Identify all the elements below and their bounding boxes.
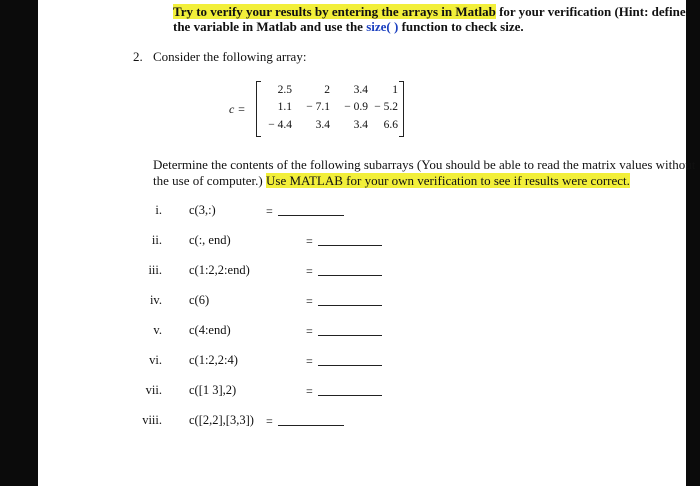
question-text: Consider the following array: bbox=[153, 49, 307, 64]
item-expression: c(6) bbox=[189, 293, 210, 307]
equals-sign: = bbox=[266, 204, 273, 218]
matrix-cell: 2.5 bbox=[277, 84, 292, 96]
equals-sign: = bbox=[306, 384, 313, 398]
hint-text-part1: for your verification (Hint: define the variable in Matlab and use the bbox=[173, 4, 686, 34]
size-function-name: size( ) bbox=[366, 19, 399, 34]
equals-sign: = bbox=[306, 354, 313, 368]
item-number: ii. bbox=[151, 233, 162, 247]
matrix-c bbox=[256, 81, 404, 139]
instructions-text: Determine the contents of the following subarrays (You should be able to read the matrix values without the use of computer.) bbox=[153, 157, 696, 188]
matrix-cell: − 5.2 bbox=[374, 101, 398, 113]
answer-blank bbox=[278, 215, 344, 216]
answer-blank bbox=[318, 335, 382, 336]
matrix-cell: − 0.9 bbox=[344, 101, 368, 113]
matrix-cell: 3.4 bbox=[353, 84, 368, 96]
item-number: iii. bbox=[148, 263, 162, 277]
matrix-right-bracket bbox=[399, 81, 404, 137]
item-expression: c(1:2,2:end) bbox=[189, 263, 250, 277]
matrix-cell: 1.1 bbox=[277, 101, 292, 113]
matrix-cell: 3.4 bbox=[353, 119, 368, 131]
item-number: v. bbox=[153, 323, 162, 337]
answer-blank bbox=[318, 305, 382, 306]
equals-sign: = bbox=[306, 234, 313, 248]
answer-blank bbox=[318, 245, 382, 246]
item-expression: c(1:2,2:4) bbox=[189, 353, 238, 367]
equals-sign: = bbox=[306, 294, 313, 308]
instructions-paragraph bbox=[153, 157, 698, 189]
answer-blank bbox=[318, 275, 382, 276]
answer-blank bbox=[318, 395, 382, 396]
instructions-highlighted-text: Use MATLAB for your own verification to see if results were correct. bbox=[266, 173, 630, 188]
item-expression: c([2,2],[3,3]) bbox=[189, 413, 254, 427]
item-number: iv. bbox=[149, 293, 162, 307]
item-expression: c([1 3],2) bbox=[189, 383, 237, 397]
item-number: viii. bbox=[142, 413, 162, 427]
equals-sign: = bbox=[306, 324, 313, 338]
equals-sign: = bbox=[266, 414, 273, 428]
hint-highlighted-text: Try to verify your results by entering the arrays in Matlab bbox=[173, 4, 496, 19]
item-expression: c(:, end) bbox=[189, 233, 231, 247]
answer-blank bbox=[318, 365, 382, 366]
matrix-cell: 3.4 bbox=[315, 119, 330, 131]
matrix-cell: − 7.1 bbox=[306, 101, 330, 113]
answer-blank bbox=[278, 425, 344, 426]
document-page bbox=[38, 0, 696, 486]
matrix-cell: 2 bbox=[324, 84, 330, 96]
item-expression: c(4:end) bbox=[189, 323, 231, 337]
item-number: vi. bbox=[149, 353, 162, 367]
matrix-cell: − 4.4 bbox=[268, 119, 292, 131]
matrix-cell: 1 bbox=[392, 84, 398, 96]
matrix-label: c = bbox=[229, 102, 246, 116]
hint-paragraph bbox=[173, 4, 693, 34]
item-number: i. bbox=[155, 203, 162, 217]
question-number: 2. bbox=[133, 49, 143, 64]
right-dark-border bbox=[686, 0, 700, 486]
item-number: vii. bbox=[145, 383, 162, 397]
item-expression: c(3,:) bbox=[189, 203, 216, 217]
hint-text-part2: function to check size. bbox=[398, 19, 524, 34]
left-dark-border bbox=[0, 0, 38, 486]
matrix-cell: 6.6 bbox=[383, 119, 398, 131]
equals-sign: = bbox=[306, 264, 313, 278]
